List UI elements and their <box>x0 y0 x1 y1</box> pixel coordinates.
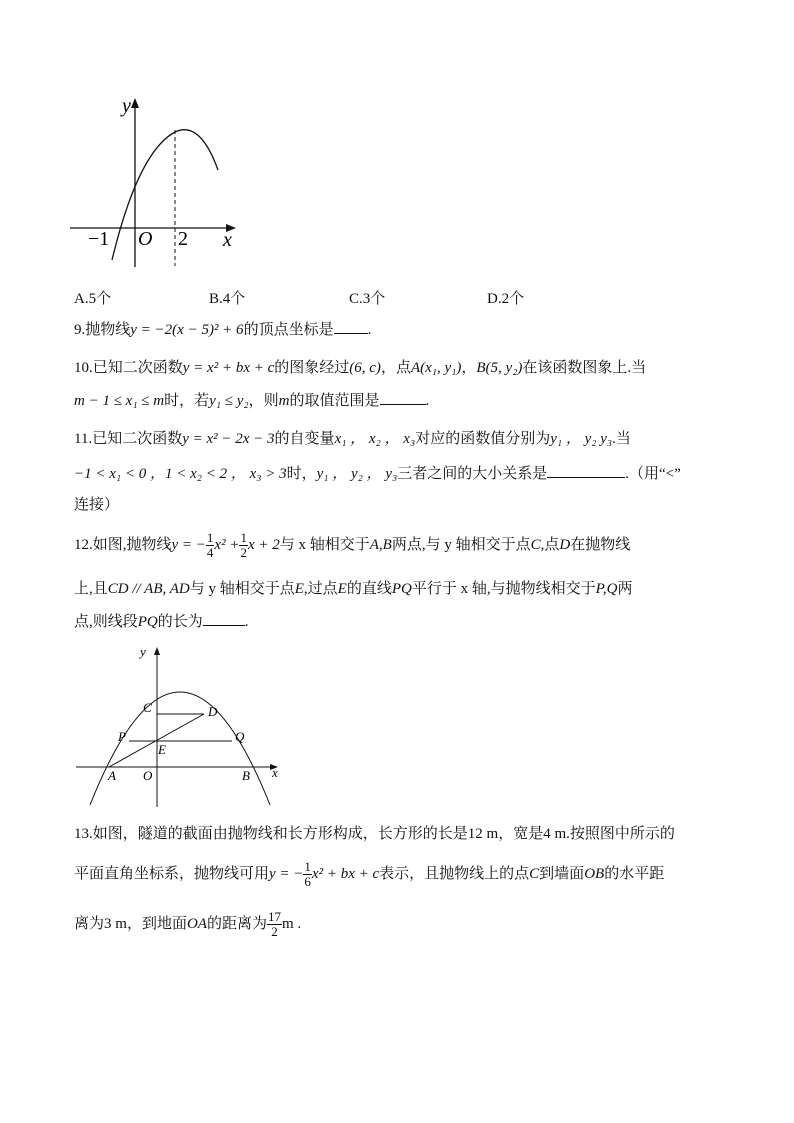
fraction-one-quarter: $\frac{1}{4}$ <box>206 530 214 560</box>
question-13-line-2: 平面直角坐标系，抛物线可用y = − $\frac{1}{6}$ x² + bx + c表示，且抛物线上的点C到墙面OB的水平距 <box>74 859 665 889</box>
question-11-line-2: −1 < x₁ < 0 ，1 < x₂ < 2 ， x₃ > 3时，y₁ ， y₂ ， y₃三者之间的大小关系是 .（用“<” <box>74 462 681 483</box>
question-11-line-3: 连接） <box>74 497 120 513</box>
label-e: E <box>158 742 166 757</box>
fraction-seventeen-halves: $\frac{17}{2}$ <box>267 909 281 939</box>
x-axis-label: x <box>272 765 278 780</box>
answer-blank[interactable] <box>203 611 245 626</box>
label-c: C <box>143 700 152 715</box>
option-a: A.5个 <box>74 291 112 307</box>
label-p: P <box>118 729 126 744</box>
question-11-line-1: 11.已知二次函数y = x² − 2x − 3的自变量x₁ ， x₂ ， x₃对应的函数值分别为y₁ ， y₂ y₃.当 <box>74 431 631 447</box>
question-12-line-1: 12.如图,抛物线y = − $\frac{1}{4}$ x² + $\frac{1}{2}$ x + 2与 x 轴相交于A,B两点,与 y 轴相交于点C,点D在抛物线 <box>74 530 631 560</box>
label-b: B <box>242 768 250 783</box>
question-10-line-2: m − 1 ≤ x₁ ≤ m时，若y₁ ≤ y₂，则m的取值范围是 . <box>74 389 429 410</box>
y-axis-arrow <box>154 647 160 655</box>
option-d: D.2个 <box>487 291 525 307</box>
question-13-line-3: 离为3 m，到地面OA的距离为 $\frac{17}{2}$ m . <box>74 909 302 939</box>
fraction-one-sixth: $\frac{1}{6}$ <box>304 859 311 889</box>
y-axis-arrow <box>131 98 139 108</box>
label-two: 2 <box>178 228 188 250</box>
option-c: C.3个 <box>349 291 386 307</box>
label-a: A <box>108 768 116 783</box>
question-12-line-3: 点,则线段PQ的长为 . <box>74 610 249 631</box>
y-axis-label: y <box>122 95 131 117</box>
option-b: B.4个 <box>209 291 246 307</box>
parabola-curve <box>90 692 270 805</box>
label-d: D <box>208 704 218 719</box>
label-q: Q <box>235 729 245 744</box>
x-axis-label: x <box>223 229 232 251</box>
answer-blank[interactable] <box>380 390 426 405</box>
y-axis-label: y <box>140 644 146 659</box>
question-10-line-1: 10.已知二次函数y = x² + bx + c的图象经过(6, c)，点A(x₁, y₁)，B(5, y₂)在该函数图象上.当 <box>74 360 647 376</box>
figure-parabola-1 <box>60 90 250 270</box>
question-9: 9.抛物线y = −2(x − 5)² + 6的顶点坐标是 . <box>74 318 371 339</box>
question-12-line-2: 上,且CD // AB, AD与 y 轴相交于点E,过点E的直线PQ平行于 x 轴,与抛物线相交于P,Q两 <box>74 581 633 597</box>
answer-blank[interactable] <box>334 319 368 334</box>
fraction-one-half: $\frac{1}{2}$ <box>240 530 247 560</box>
question-13-line-1: 13.如图，隧道的截面由抛物线和长方形构成，长方形的长是12 m，宽是4 m.按照图中所示的 <box>74 826 675 842</box>
answer-blank[interactable] <box>547 463 625 478</box>
parabola-curve <box>112 130 218 260</box>
label-origin: O <box>138 228 153 250</box>
figure-parabola-2 <box>72 640 292 812</box>
label-minus-one: −1 <box>88 228 110 250</box>
label-o: O <box>143 768 153 783</box>
